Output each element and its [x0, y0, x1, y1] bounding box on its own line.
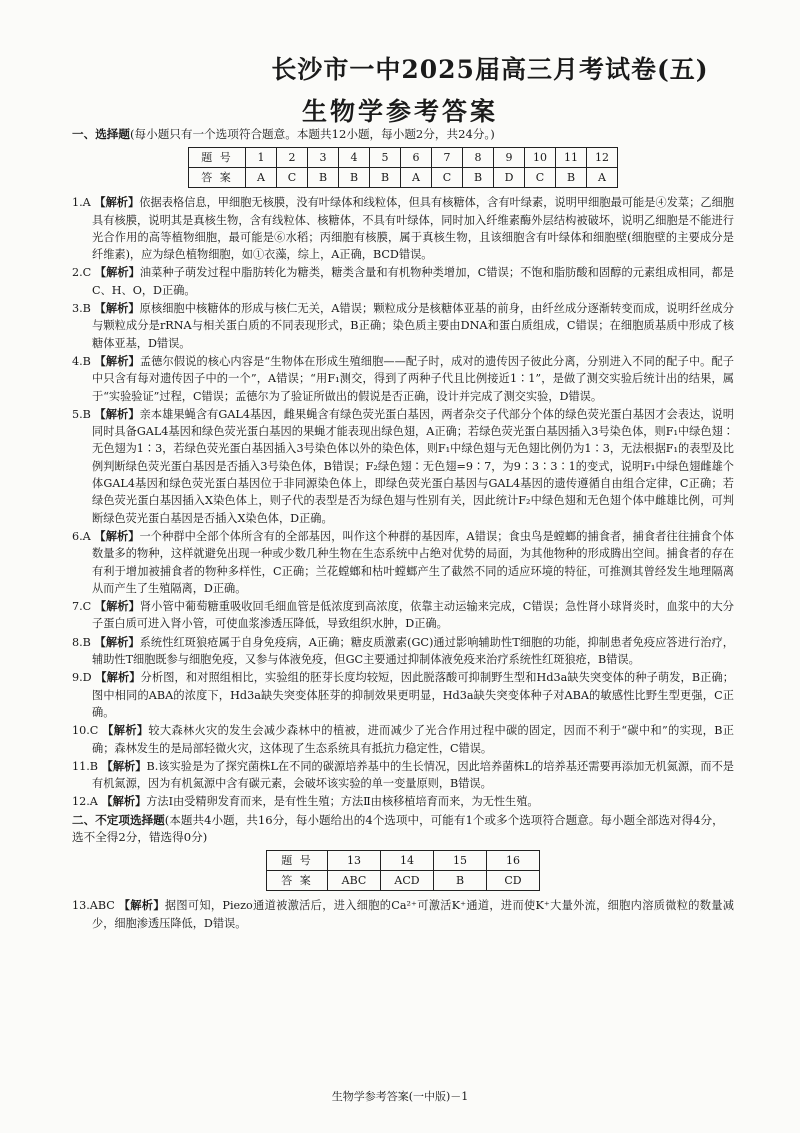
explanation-item — [72, 793, 734, 810]
analysis-tag: 【解析】 — [94, 196, 140, 210]
answer-cell: B — [556, 168, 587, 188]
explanation-lead — [72, 760, 146, 773]
answer-cell: A — [246, 168, 277, 188]
explanation-body — [72, 722, 734, 757]
question-number-cell: 8 — [463, 148, 494, 168]
question-number-cell: 9 — [494, 148, 525, 168]
explanation-item — [72, 897, 734, 932]
analysis-tag: 【解析】 — [101, 759, 147, 773]
question-answer: 9.D — [72, 671, 92, 685]
explanation-item — [72, 528, 734, 597]
explanation-lead — [72, 600, 140, 613]
explanation-text: 依据表格信息，甲细胞无核膜，没有叶绿体和线粒体，但具有核糖体，含有叶绿素，说明甲细胞最可能是④发菜；乙细胞具有核膜，说明其是真核生物，含有线粒体、核糖体，不具有叶绿体，同时加入纤维素酶外层结构被破坏，说明乙细胞是不能进行光合作用的高等植物细胞，最可能是⑥水稻；丙细胞有核膜，属于真核生物，且该细胞含有叶绿体和细胞壁(细胞壁的主要成分是纤维素)，应为绿色植物细胞，如①衣藻，综上，A正确，BCD错误。 — [92, 196, 734, 262]
school-exam-title: 长沙市一中2025届高三月考试卷(五) — [271, 55, 709, 84]
explanation-lead — [72, 355, 140, 368]
question-number-cell: 11 — [556, 148, 587, 168]
analysis-tag: 【解析】 — [118, 899, 165, 913]
explanation-body — [72, 353, 734, 405]
explanation-item — [72, 598, 734, 633]
answer-cell: A — [401, 168, 432, 188]
explanation-text: 肾小管中葡萄糖重吸收回毛细血管是低浓度到高浓度，依靠主动运输来完成，C错误；急性肾小球肾炎时，血浆中的大分子蛋白质可进入肾小管，可使血浆渗透压降低，导致组织水肿，D正确。 — [92, 600, 734, 631]
question-answer: 2.C — [72, 266, 92, 280]
answer-cell: B — [308, 168, 339, 188]
explanation-text: B.该实验是为了探究菌株L在不同的碳源培养基中的生长情况，因此培养菌株L的培养基还需要再添加无机氮源，而不是有机氮源，因为有机氮源中含有碳元素，会破坏该实验的单一变量原则，B错误。 — [92, 759, 734, 791]
section2-explanations — [72, 897, 734, 932]
answer-cell: C — [432, 168, 463, 188]
answer-cell: B — [370, 168, 401, 188]
explanation-lead — [72, 636, 140, 649]
explanation-item — [72, 406, 734, 527]
question-number-cell: 12 — [587, 148, 618, 168]
row-label-answer: 答 案 — [189, 168, 246, 188]
explanation-item — [72, 194, 734, 263]
answer-cell: A — [587, 168, 618, 188]
explanation-body — [72, 793, 734, 810]
explanation-text: 据图可知，Piezo通道被激活后，进入细胞的Ca²⁺可激活K⁺通道，进而使K⁺大量外流，细胞内溶质微粒的数量减少，细胞渗透压降低，D错误。 — [92, 899, 734, 930]
question-number-cell: 6 — [401, 148, 432, 168]
explanation-body — [72, 300, 734, 352]
question-number-cell: 16 — [487, 851, 540, 871]
section2-answer-table — [266, 850, 540, 891]
explanation-body — [72, 897, 734, 932]
question-answer: 4.B — [72, 354, 91, 368]
explanation-body — [72, 264, 734, 299]
explanation-body — [72, 598, 734, 633]
analysis-tag: 【解析】 — [94, 407, 140, 421]
explanation-body — [72, 758, 734, 793]
question-number-cell: 13 — [328, 851, 381, 871]
answer-cell: B — [434, 871, 487, 891]
question-answer: 1.A — [72, 196, 91, 210]
explanation-lead — [72, 408, 140, 421]
question-answer: 7.C — [72, 600, 92, 614]
answer-cell: ABC — [328, 871, 381, 891]
question-answer: 5.B — [72, 407, 91, 421]
row-label-question: 题 号 — [189, 148, 246, 168]
explanation-text: 较大森林火灾的发生会减少森林中的植被，进而减少了光合作用过程中碳的固定，因而不利于“碳中和”的实现，B正确；森林发生的是局部轻微火灾，这体现了生态系统具有抵抗力稳定性，C错误。 — [92, 724, 734, 755]
question-number-cell: 3 — [308, 148, 339, 168]
explanation-body — [72, 634, 734, 669]
answer-cell: B — [339, 168, 370, 188]
section1-explanations — [72, 194, 734, 810]
analysis-tag: 【解析】 — [101, 795, 147, 809]
explanation-lead — [72, 302, 140, 315]
explanation-lead — [72, 530, 140, 543]
explanation-text: 方法Ⅰ由受精卵发育而来，是有性生殖；方法Ⅱ由核移植培育而来，为无性生殖。 — [146, 795, 539, 809]
explanation-item — [72, 264, 734, 299]
analysis-tag: 【解析】 — [94, 302, 140, 316]
answer-cell: C — [277, 168, 308, 188]
section1-note: (每小题只有一个选项符合题意。本题共12小题，每小题2分，共24分。) — [129, 127, 495, 141]
section1-heading: 一、选择题 — [72, 127, 130, 141]
subject-title: 生物学参考答案 — [301, 97, 498, 126]
explanation-item — [72, 758, 734, 793]
question-number-cell: 14 — [381, 851, 434, 871]
section1-answer-table — [188, 147, 618, 188]
question-answer: 13.ABC — [72, 899, 115, 913]
explanation-lead — [72, 196, 139, 209]
analysis-tag: 【解析】 — [94, 635, 140, 649]
explanation-lead — [72, 266, 140, 279]
answer-cell: D — [494, 168, 525, 188]
answer-cell: C — [525, 168, 556, 188]
explanation-body — [72, 406, 734, 527]
explanation-lead — [72, 795, 146, 808]
question-answer: 11.B — [72, 759, 99, 773]
question-number-row — [267, 851, 540, 871]
question-number-cell: 1 — [246, 148, 277, 168]
question-answer: 12.A — [72, 795, 98, 809]
answer-cell: B — [463, 168, 494, 188]
analysis-tag: 【解析】 — [95, 671, 141, 685]
explanation-lead — [72, 671, 141, 684]
analysis-tag: 【解析】 — [94, 354, 140, 368]
explanation-text: 油菜种子萌发过程中脂肪转化为糖类，糖类含量和有机物种类增加，C错误；不饱和脂肪酸和固醇的元素组成相同，都是C、H、O，D正确。 — [92, 266, 734, 297]
analysis-tag: 【解析】 — [94, 600, 140, 614]
answer-cell: CD — [487, 871, 540, 891]
question-number-row — [189, 148, 618, 168]
explanation-text: 亲本雄果蝇含有GAL4基因，雌果蝇含有绿色荧光蛋白基因，两者杂交子代部分个体的绿色荧光蛋白基因才会表达，说明同时具备GAL4基因和绿色荧光蛋白基因的果蝇才能表现出绿色翅，A正确；若绿色荧光蛋白基因插入3号染色体，则F₁中绿色翅∶无色翅为1∶3，若绿色荧光蛋白基因插入3号染色体以外的染色体，则F₁中绿色翅与无色翅比例仍为1∶3，无法根据F₁的表型及比例判断绿色荧光蛋白基因是否插入3号染色体，B错误；F₂绿色翅∶无色翅=9∶7，为9∶3∶3∶1的变式，说明F₁中绿色翅雌雄个体GAL4基因和绿色荧光蛋白基因位于非同源染色体上，即绿色荧光蛋白基因与GAL4基因的遗传遵循自由组合定律，C正确；若绿色荧光蛋白基因插入X染色体上，则子代的表型是否为绿色翅与性别有关，因此统计F₂中绿色翅和无色翅个体中雌雄比例，可判断绿色荧光蛋白基因是否插入X染色体，D正确。 — [92, 407, 734, 525]
analysis-tag: 【解析】 — [94, 529, 140, 543]
explanation-item — [72, 722, 734, 757]
question-number-cell: 4 — [339, 148, 370, 168]
explanation-item — [72, 300, 734, 352]
explanation-item — [72, 669, 734, 721]
question-number-cell: 2 — [277, 148, 308, 168]
question-answer: 3.B — [72, 302, 91, 316]
explanation-lead — [72, 724, 148, 737]
explanation-body — [72, 528, 734, 597]
explanation-text: 系统性红斑狼疮属于自身免疫病，A正确；糖皮质激素(GC)通过影响辅助性T细胞的功能，抑制患者免疫应答进行治疗，辅助性T细胞既参与细胞免疫，又参与体液免疫，但GC主要通过抑制体液免疫来治疗系统性红斑狼疮，B错误。 — [92, 635, 734, 667]
section2-heading: 二、不定项选择题 — [72, 812, 165, 827]
explanation-item — [72, 353, 734, 405]
page-footer: 生物学参考答案(一中版)－1 — [331, 1090, 469, 1103]
question-number-cell: 5 — [370, 148, 401, 168]
section2-header — [72, 812, 734, 847]
answer-content — [72, 126, 734, 933]
question-number-cell: 10 — [525, 148, 556, 168]
explanation-body — [72, 669, 734, 721]
explanation-lead — [72, 899, 165, 912]
explanation-text: 一个种群中全部个体所含有的全部基因，叫作这个种群的基因库，A错误；食虫鸟是螳螂的捕食者，捕食者往往捕食个体数量多的物种，这样就避免出现一种或少数几种生物在生态系统中占绝对优势的局面，为其他物种的形成腾出空间。捕食者的存在有利于增加被捕食者的物种多样性，C正确；兰花螳螂和枯叶螳螂产生了截然不同的适应环境的特征，可推测其曾经发生地理隔离从而产生了生殖隔离，D正确。 — [92, 529, 734, 595]
question-answer: 6.A — [72, 529, 91, 543]
explanation-item — [72, 634, 734, 669]
explanation-text: 原核细胞中核糖体的形成与核仁无关，A错误；颗粒成分是核糖体亚基的前身，由纤丝成分逐渐转变而成，说明纤丝成分与颗粒成分是rRNA与相关蛋白质的不同表现形式，B正确；染色质主要由DNA和蛋白质组成，C错误；在细胞质基质中形成了核糖体亚基，D错误。 — [92, 302, 734, 350]
analysis-tag: 【解析】 — [94, 266, 140, 280]
explanation-text: 分析图，和对照组相比，实验组的胚芽长度均较短，因此脱落酸可抑制野生型和Hd3a缺失突变体的种子萌发，B正确；图中相同的ABA的浓度下，Hd3a缺失突变体胚芽的抑制效果更明显，Hd3a缺失突变体种子对ABA的敏感性比野生型更强，C正确。 — [92, 671, 734, 719]
row-label-answer: 答 案 — [267, 871, 328, 891]
row-label-question: 题 号 — [267, 851, 328, 871]
explanation-body — [72, 194, 734, 263]
question-answer: 8.B — [72, 635, 91, 649]
analysis-tag: 【解析】 — [102, 724, 149, 738]
question-number-cell: 15 — [434, 851, 487, 871]
section1-header — [72, 126, 734, 143]
answer-row — [267, 871, 540, 891]
section2-note: (本题共4小题，共16分，每小题给出的4个选项中，可能有1个或多个选项符合题意。每小题全部选对得4分，选不全得2分，错选得0分) — [72, 812, 724, 844]
question-number-cell: 7 — [432, 148, 463, 168]
explanation-text: 孟德尔假说的核心内容是“生物体在形成生殖细胞——配子时，成对的遗传因子彼此分离，分别进入不同的配子中。配子中只含有每对遗传因子中的一个”，A错误；“用F₁测交，得到了两种子代且比例接近1∶1”，是做了测交实验后统计出的结果，属于“实验验证”过程，C错误；孟德尔为了验证所做出的假说是否正确，设计并完成了测交实验，D错误。 — [92, 354, 734, 403]
answer-row — [189, 168, 618, 188]
answer-cell: ACD — [381, 871, 434, 891]
question-answer: 10.C — [72, 724, 99, 738]
